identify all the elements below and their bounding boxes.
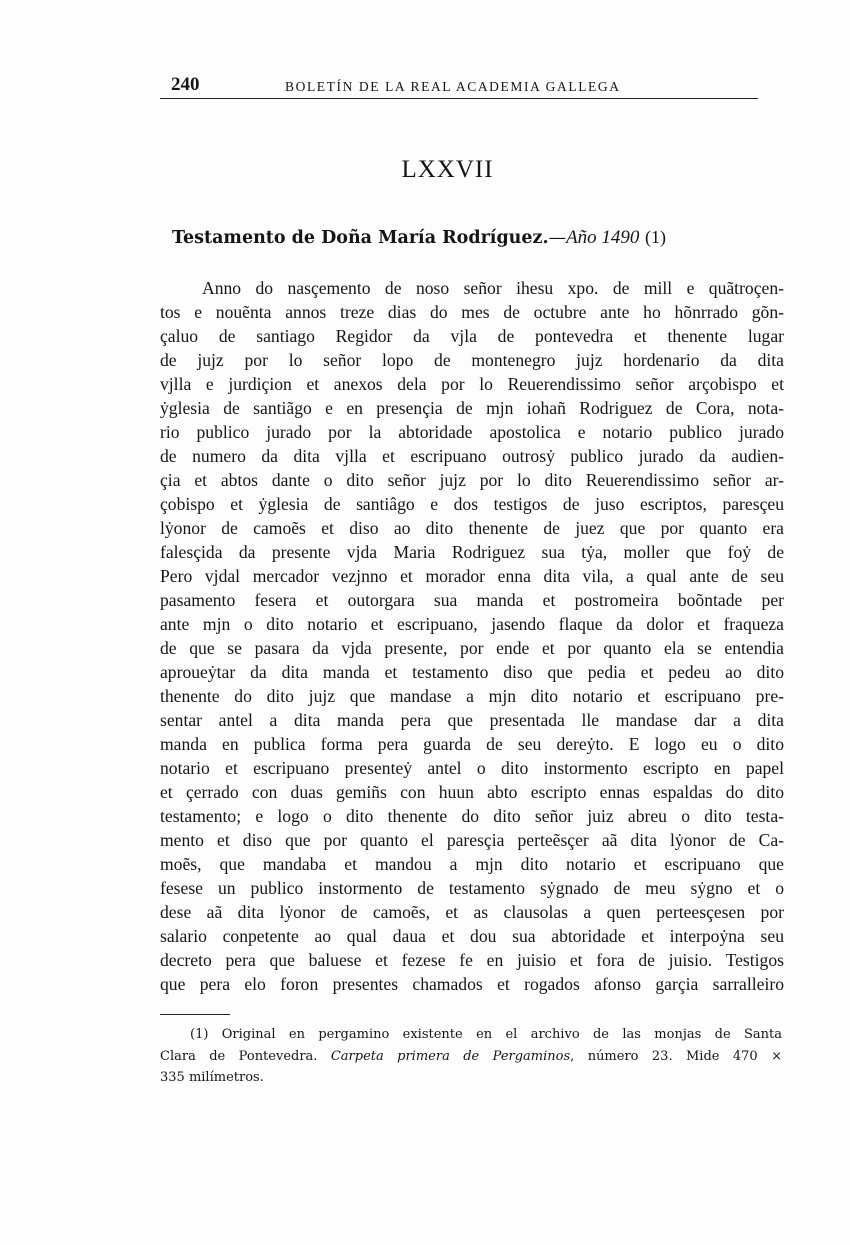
text-line: notario et escripuano presenteẏ antel o dito instormento escripto en papel <box>160 758 784 778</box>
footnote-line: (1) Original en pergamino existente en el archivo de las monjas de Santa <box>190 1027 782 1042</box>
title-year: Año 1490 <box>566 227 640 248</box>
footnote-line: 335 milímetros. <box>160 1070 264 1085</box>
document-title <box>172 227 666 249</box>
running-title: BOLETÍN DE LA REAL ACADEMIA GALLEGA <box>285 79 621 94</box>
footnote-rule <box>160 1014 230 1015</box>
footnote-text: Clara de Pontevedra. <box>160 1048 318 1064</box>
text-line: dese aã dita lẏonor de camoẽs, et as clausolas a quen perteesçesen por <box>160 902 784 922</box>
title-text: Testamento de Doña María Rodríguez. <box>172 228 549 248</box>
text-line: manda en publica forma pera guarda de seu dereẏto. E logo eu o dito <box>160 734 784 754</box>
text-line: ẏglesia de santiãgo e en presençia de mjn iohañ Rodriguez de Cora, nota- <box>160 398 784 418</box>
footnote-italic: Carpeta primera de Pergaminos <box>330 1048 571 1064</box>
text-line: testamento; e logo o dito thenente do dito señor juiz abreu o dito testa- <box>160 806 784 826</box>
text-line: vjlla e jurdiçion et anexos dela por lo Reuerendissimo señor arçobispo et <box>160 374 784 394</box>
document-number: LXXVII <box>401 156 494 183</box>
text-line: aproueẏtar da dita manda et testamento diso que pedia et pedeu ao dito <box>160 662 784 682</box>
text-line: Pero vjdal mercador vezjnno et morador enna dita vila, a qual ante de seu <box>160 566 784 586</box>
footnote-text: , número 23. Mide 470 × <box>570 1048 782 1064</box>
text-line: tos e nouẽnta annos treze dias do mes de octubre ante ho hõnrrado gõn- <box>160 302 784 322</box>
text-line: fesese un publico instormento de testamento sẏgnado de meu sẏgno et o <box>160 878 784 898</box>
text-line: sentar antel a dita manda pera que presentada lle mandase dar a dita <box>160 710 784 730</box>
text-line: ante mjn o dito notario et escripuano, jasendo flaque da dolor et fraqueza <box>160 614 784 634</box>
text-line: Anno do nasçemento de noso señor ihesu xpo. de mill e quãtroçen- <box>202 278 784 298</box>
text-line: lẏonor de camoẽs et diso ao dito thenente de juez que por quanto era <box>160 518 784 538</box>
text-line: çobispo et ẏglesia de santiâgo e dos testigos de juso escriptos, paresçeu <box>160 494 784 514</box>
text-line: falesçida da presente vjda Maria Rodriguez sua tẏa, moller que foẏ de <box>160 542 784 562</box>
header-rule <box>160 98 758 99</box>
title-dash: — <box>548 228 567 248</box>
text-line: decreto pera que baluese et fezese fe en juisio et fora de juisio. Testigos <box>160 950 784 970</box>
text-line: de que se pasara da vjda presente, por ende et por quanto ela se entendia <box>160 638 784 658</box>
text-line: moẽs, que mandaba et mandou a mjn dito notario et escripuano que <box>160 854 784 874</box>
text-line: çaluo de santiago Regidor da vjla de pontevedra et thenente lugar <box>160 326 784 346</box>
text-line: et çerrado con duas gemiñs con huun abto escripto ennas espaldas do dito <box>160 782 784 802</box>
text-line: rio publico jurado por la abtoridade apostolica e notario publico jurado <box>160 422 784 442</box>
text-line: de numero da dita vjlla et escripuano outrosẏ publico jurado da audien- <box>160 446 784 466</box>
text-line: salario conpetente ao qual daua et dou sua abtoridade et interpoẏna seu <box>160 926 784 946</box>
footnote-line <box>160 1046 782 1068</box>
text-line: de jujz por lo señor lopo de montenegro jujz hordenario da dita <box>160 350 784 370</box>
text-line: çia et abtos dante o dito señor jujz por lo dito Reuerendissimo señor ar- <box>160 470 784 490</box>
footnote <box>160 1024 782 1089</box>
body-text <box>160 276 784 996</box>
text-line: que pera elo foron presentes chamados et rogados afonso garçia sarralleiro <box>160 974 784 994</box>
text-line: mento et diso que por quanto el paresçia perteẽsçer aã dita lẏonor de Ca- <box>160 830 784 850</box>
text-line: pasamento fesera et outorgara sua manda et postromeira boõntade per <box>160 590 784 610</box>
footnote-ref: (1) <box>645 227 667 247</box>
page-number: 240 <box>171 74 200 95</box>
text-line: thenente do dito jujz que mandase a mjn dito notario et escripuano pre- <box>160 686 784 706</box>
